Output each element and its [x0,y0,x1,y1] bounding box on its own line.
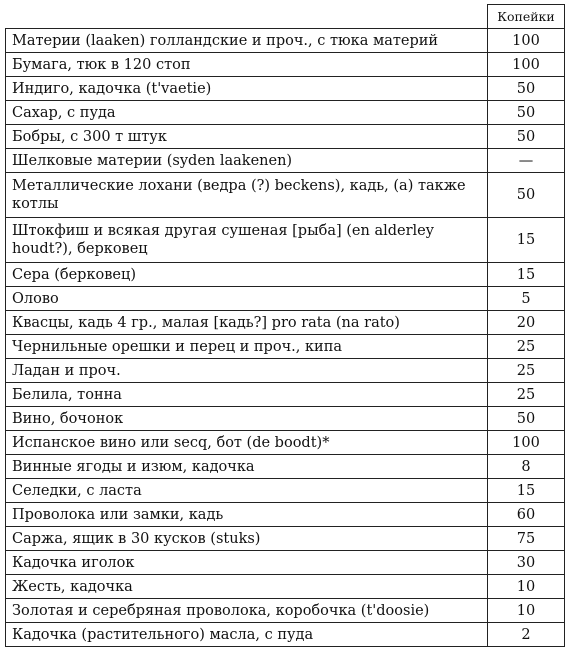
table-row [6,173,565,218]
table-row [6,335,565,359]
item-cell: Кадочка (растительного) масла, с пуда [6,623,488,647]
item-cell: Квасцы, кадь 4 гр., малая [кадь?] pro rata (na rato) [6,311,488,335]
item-cell: Испанское вино или secq, бот (de boodt)* [6,431,488,455]
table-row [6,431,565,455]
item-cell: Сера (берковец) [6,263,488,287]
table-body [6,29,565,647]
item-cell: Белила, тонна [6,383,488,407]
item-cell: Винные ягоды и изюм, кадочка [6,455,488,479]
price-cell: 30 [488,551,565,575]
price-cell: 75 [488,527,565,551]
table-row [6,29,565,53]
table-header [6,5,565,29]
table-row [6,359,565,383]
item-cell: Проволока или замки, кадь [6,503,488,527]
table-row [6,311,565,335]
price-cell: 50 [488,407,565,431]
table-row [6,407,565,431]
price-cell: 25 [488,383,565,407]
price-cell: 15 [488,218,565,263]
item-cell: Селедки, с ласта [6,479,488,503]
header-row [6,5,565,29]
table-row [6,53,565,77]
item-cell: Чернильные орешки и перец и проч., кипа [6,335,488,359]
price-cell: 50 [488,125,565,149]
table-row [6,218,565,263]
header-blank-cell [6,5,488,29]
table-row [6,287,565,311]
table-row [6,551,565,575]
price-cell: 5 [488,287,565,311]
price-cell: 10 [488,599,565,623]
table-row [6,503,565,527]
item-cell: Бобры, с 300 т штук [6,125,488,149]
item-cell: Кадочка иголок [6,551,488,575]
table-row [6,125,565,149]
table-row [6,149,565,173]
item-cell: Олово [6,287,488,311]
item-cell: Индиго, кадочка (t'vaetie) [6,77,488,101]
header-price-column: Копейки [488,5,565,29]
price-cell: 100 [488,431,565,455]
price-cell: 2 [488,623,565,647]
price-cell: 10 [488,575,565,599]
price-cell: 60 [488,503,565,527]
item-cell: Металлические лохани (ведра (?) beckens), кадь, (а) также котлы [6,173,488,218]
price-cell: 8 [488,455,565,479]
table-row [6,455,565,479]
item-cell: Саржа, ящик в 30 кусков (stuks) [6,527,488,551]
price-cell: 25 [488,335,565,359]
price-cell: — [488,149,565,173]
price-cell: 100 [488,29,565,53]
table-row [6,263,565,287]
price-cell: 15 [488,479,565,503]
price-cell: 100 [488,53,565,77]
item-cell: Бумага, тюк в 120 стоп [6,53,488,77]
price-cell: 50 [488,101,565,125]
item-cell: Жесть, кадочка [6,575,488,599]
table-row [6,77,565,101]
price-cell: 50 [488,173,565,218]
table-row [6,623,565,647]
price-cell: 50 [488,77,565,101]
price-cell: 15 [488,263,565,287]
item-cell: Материи (laaken) голландские и проч., с тюка материй [6,29,488,53]
table-row [6,479,565,503]
item-cell: Сахар, с пуда [6,101,488,125]
table-row [6,101,565,125]
item-cell: Золотая и серебряная проволока, коробочка (t'doosie) [6,599,488,623]
item-cell: Ладан и проч. [6,359,488,383]
table-row [6,575,565,599]
table-row [6,527,565,551]
price-cell: 20 [488,311,565,335]
item-cell: Шелковые материи (syden laakenen) [6,149,488,173]
table-row [6,383,565,407]
price-cell: 25 [488,359,565,383]
item-cell: Вино, бочонок [6,407,488,431]
table-row [6,599,565,623]
item-cell: Штокфиш и всякая другая сушеная [рыба] (en alderley houdt?), берковец [6,218,488,263]
tariff-table [5,4,565,647]
